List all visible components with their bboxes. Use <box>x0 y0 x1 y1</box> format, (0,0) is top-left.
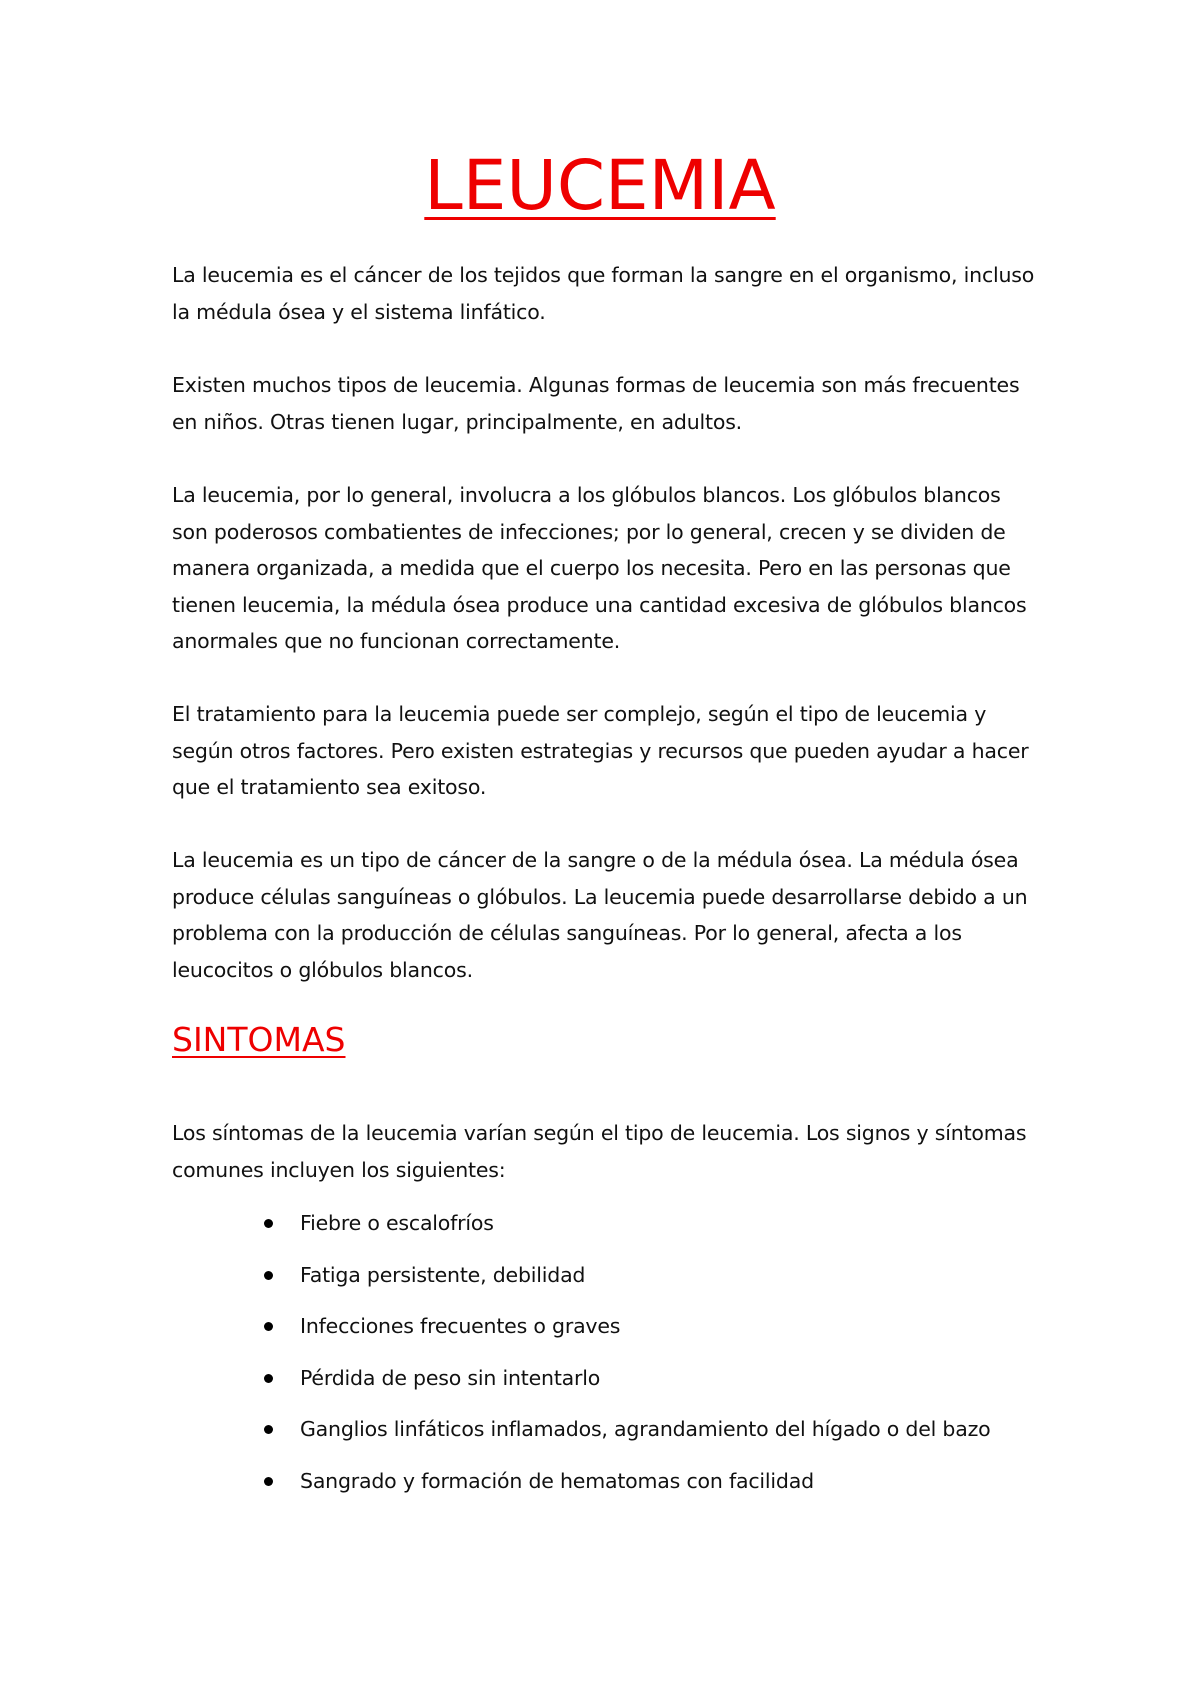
list-item <box>255 1412 1015 1447</box>
bullet-icon <box>264 1271 273 1280</box>
list-item-text: Ganglios linfáticos inflamados, agrandamiento del hígado o del bazo <box>300 1417 991 1441</box>
paragraph-white-cells: La leucemia, por lo general, involucra a los glóbulos blancos. Los glóbulos blancos son poderosos combatientes de infecciones; por lo general, crecen y se dividen de manera organizada, a medida que el cuerpo los necesita. Pero en las personas que tienen leucemia, la médula ósea produce una cantidad excesiva de glóbulos blancos anormales que no funcionan correctamente. <box>172 483 1027 653</box>
bullet-icon <box>264 1322 273 1331</box>
list-item <box>255 1464 1015 1499</box>
section-heading-symptoms: SINTOMAS <box>172 1020 346 1059</box>
bullet-icon <box>264 1425 273 1434</box>
paragraph-definition: La leucemia es el cáncer de los tejidos que forman la sangre en el organismo, incluso la médula ósea y el sistema linfático. <box>172 263 1035 324</box>
paragraph-types: Existen muchos tipos de leucemia. Algunas formas de leucemia son más frecuentes en niños. Otras tienen lugar, principalmente, en adultos. <box>172 373 1020 434</box>
list-item <box>255 1206 1015 1241</box>
paragraph-blood-cancer: La leucemia es un tipo de cáncer de la sangre o de la médula ósea. La médula ósea produce células sanguíneas o glóbulos. La leucemia puede desarrollarse debido a un problema con la producción de células sanguíneas. Por lo general, afecta a los leucocitos o glóbulos blancos. <box>172 848 1028 982</box>
list-item-text: Infecciones frecuentes o graves <box>300 1314 621 1338</box>
list-item-text: Fiebre o escalofríos <box>300 1211 494 1235</box>
bullet-icon <box>264 1219 273 1228</box>
symptoms-intro: Los síntomas de la leucemia varían según el tipo de leucemia. Los signos y síntomas comunes incluyen los siguientes: <box>172 1121 1027 1182</box>
paragraph-treatment: El tratamiento para la leucemia puede ser complejo, según el tipo de leucemia y según otros factores. Pero existen estrategias y recursos que pueden ayudar a hacer que el tratamiento sea exitoso. <box>172 702 1029 799</box>
document-title: LEUCEMIA <box>424 146 776 226</box>
list-item-text: Pérdida de peso sin intentarlo <box>300 1365 601 1390</box>
list-item-text: Fatiga persistente, debilidad <box>300 1262 586 1287</box>
bullet-icon <box>264 1477 273 1486</box>
symptom-list <box>255 1206 1015 1515</box>
list-item-text: Sangrado y formación de hematomas con facilidad <box>300 1468 814 1493</box>
list-item <box>255 1361 1015 1396</box>
list-item <box>255 1309 1015 1344</box>
bullet-icon <box>264 1374 273 1383</box>
list-item <box>255 1258 1015 1293</box>
